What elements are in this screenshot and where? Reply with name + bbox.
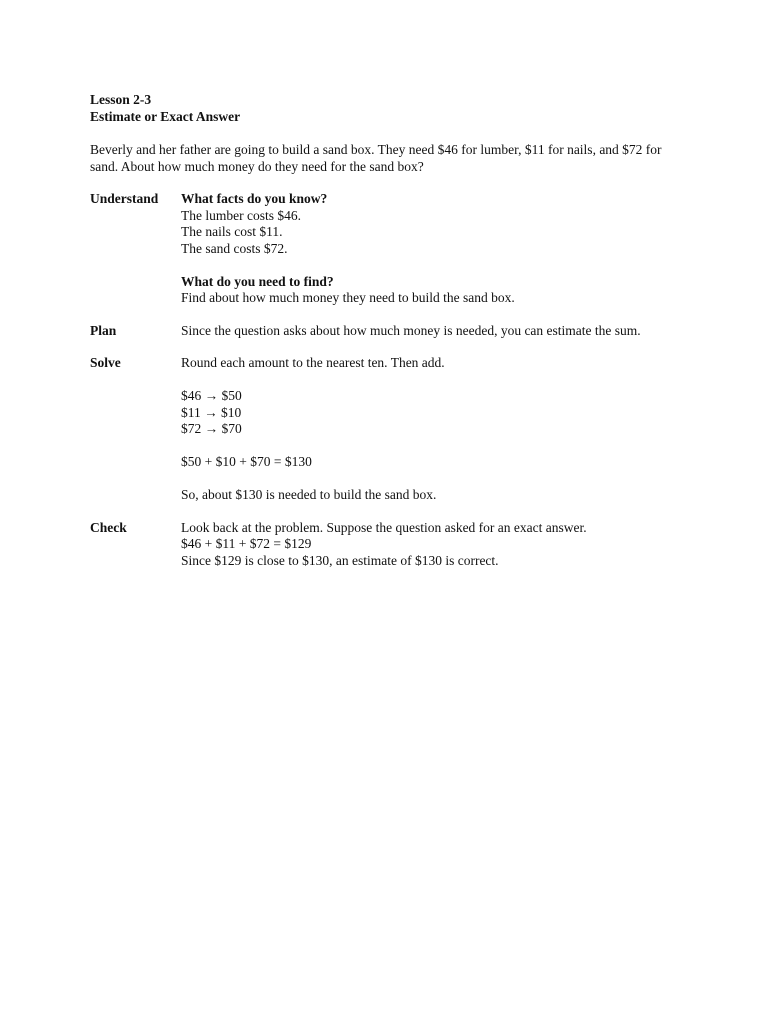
problem-statement: [90, 142, 710, 175]
problem-line: sand. About how much money do they need for the sand box?: [90, 158, 424, 174]
check-content: [181, 520, 710, 570]
fact-item: The sand costs $72.: [181, 240, 288, 256]
rounding-step: $11 → $10: [181, 404, 242, 420]
plan-label: Plan: [90, 322, 117, 338]
understand-label: Understand: [90, 191, 159, 206]
fact-item: The nails cost $11.: [181, 224, 283, 239]
lesson-number: Lesson 2-3: [90, 92, 152, 107]
find-heading: What do you need to find?: [181, 273, 334, 289]
rounding-step: $72 → $70: [181, 421, 242, 436]
lesson-title: Estimate or Exact Answer: [90, 108, 241, 124]
find-text: Find about how much money they need to build the sand box.: [181, 290, 515, 305]
plan-text: Since the question asks about how much money is needed, you can estimate the sum.: [181, 322, 641, 338]
understand-section: [90, 191, 710, 307]
plan-section: [90, 323, 710, 340]
solve-section: [90, 355, 710, 504]
solve-conclusion: So, about $130 is needed to build the sand box.: [181, 487, 437, 502]
worksheet-page: [90, 92, 710, 569]
problem-line: Beverly and her father are going to build a sand box. They need $46 for lumber, $11 for nails, and $72 for: [90, 142, 662, 157]
solve-content: [181, 355, 710, 504]
lesson-header: [90, 92, 710, 125]
exact-sum: $46 + $11 + $72 = $129: [181, 536, 312, 551]
check-label: Check: [90, 519, 127, 535]
estimated-sum: $50 + $10 + $70 = $130: [181, 454, 312, 469]
plan-content: [181, 323, 710, 340]
check-line: Since $129 is close to $130, an estimate of $130 is correct.: [181, 552, 499, 568]
understand-content: [181, 191, 710, 307]
check-section: [90, 520, 710, 570]
rounding-step: $46 → $50: [181, 388, 242, 403]
fact-item: The lumber costs $46.: [181, 207, 301, 223]
solve-intro: Round each amount to the nearest ten. Then add.: [181, 355, 445, 370]
facts-heading: What facts do you know?: [181, 191, 328, 206]
check-line: Look back at the problem. Suppose the question asked for an exact answer.: [181, 519, 587, 535]
solve-label: Solve: [90, 355, 121, 370]
